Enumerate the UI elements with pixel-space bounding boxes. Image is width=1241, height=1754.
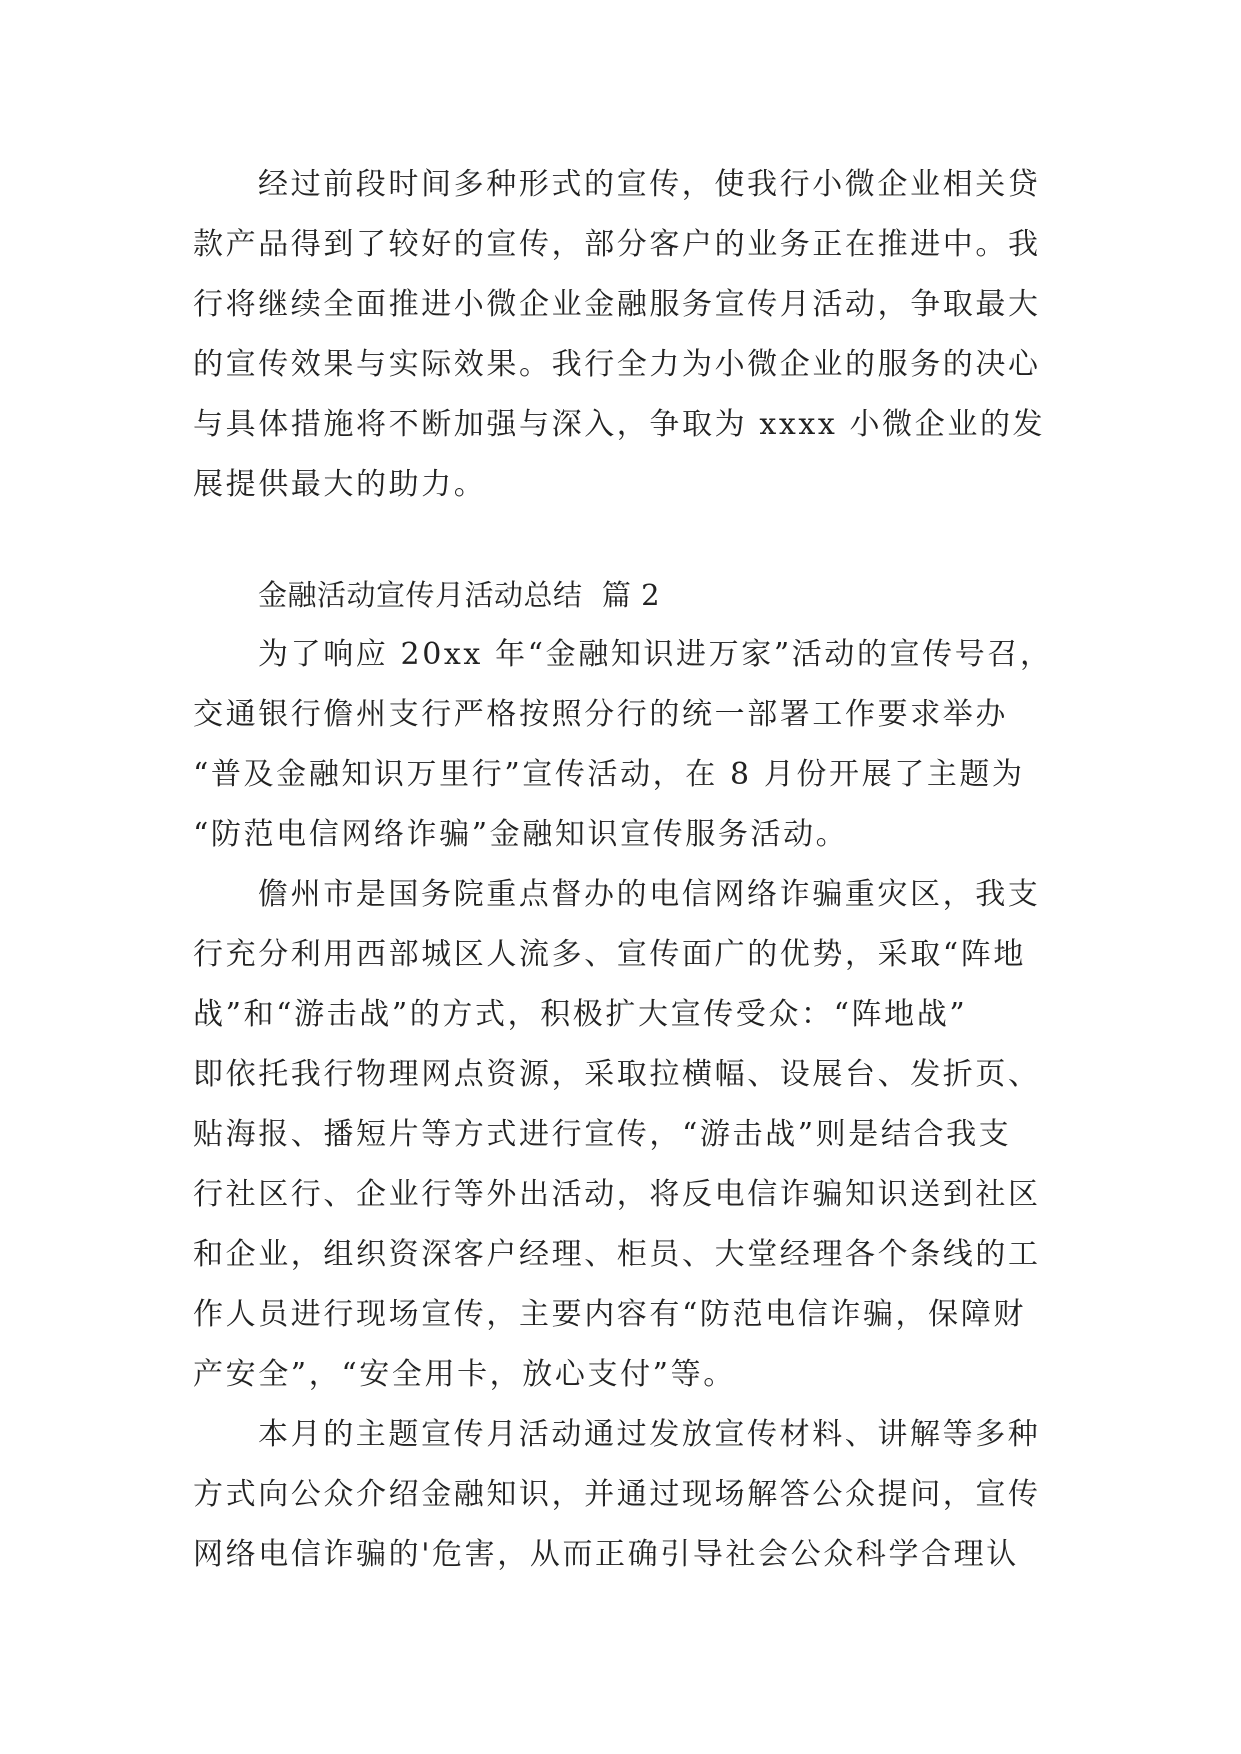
paragraph-3-line-3: 战”和“游击战”的方式，积极扩大宣传受众：“阵地战” [193, 997, 968, 1032]
paragraph-3-line-1: 儋州市是国务院重点督办的电信网络诈骗重灾区，我支 [258, 877, 1041, 912]
paragraph-3-line-5: 贴海报、播短片等方式进行宣传，“游击战”则是结合我支 [193, 1117, 1012, 1152]
section-heading: 金融活动宣传月活动总结 篇 2 [258, 578, 661, 612]
paragraph-4-line-2: 方式向公众介绍金融知识，并通过现场解答公众提问，宣传 [193, 1477, 1041, 1512]
paragraph-1-line-1: 经过前段时间多种形式的宣传，使我行小微企业相关贷 [258, 167, 1041, 202]
paragraph-2-line-3: “普及金融知识万里行”宣传活动，在 8 月份开展了主题为 [193, 757, 1025, 792]
paragraph-1-line-2: 款产品得到了较好的宣传，部分客户的业务正在推进中。我 [193, 227, 1041, 262]
paragraph-3-line-6: 行社区行、企业行等外出活动，将反电信诈骗知识送到社区 [193, 1177, 1041, 1212]
paragraph-3-line-2: 行充分利用西部城区人流多、宣传面广的优势，采取“阵地 [193, 937, 1026, 972]
paragraph-1-line-4: 的宣传效果与实际效果。我行全力为小微企业的服务的决心 [193, 347, 1041, 382]
paragraph-2-line-2: 交通银行儋州支行严格按照分行的统一部署工作要求举办 [193, 697, 1008, 732]
paragraph-2-line-1: 为了响应 20xx 年“金融知识进万家”活动的宣传号召， [258, 637, 1053, 672]
paragraph-3-line-8: 作人员进行现场宣传，主要内容有“防范电信诈骗，保障财 [193, 1297, 1026, 1332]
paragraph-1-line-3: 行将继续全面推进小微企业金融服务宣传月活动，争取最大 [193, 287, 1041, 322]
paragraph-1-line-6: 展提供最大的助力。 [193, 467, 487, 502]
paragraph-3-line-9: 产安全”，“安全用卡，放心支付”等。 [193, 1357, 736, 1392]
paragraph-3-line-4: 即依托我行物理网点资源，采取拉横幅、设展台、发折页、 [193, 1057, 1041, 1092]
paragraph-1-line-5: 与具体措施将不断加强与深入，争取为 xxxx 小微企业的发 [193, 407, 1046, 442]
paragraph-4-line-3: 网络电信诈骗的'危害，从而正确引导社会公众科学合理认 [193, 1537, 1019, 1572]
paragraph-2-line-4: “防范电信网络诈骗”金融知识宣传服务活动。 [193, 817, 849, 852]
paragraph-3-line-7: 和企业，组织资深客户经理、柜员、大堂经理各个条线的工 [193, 1237, 1041, 1272]
paragraph-4-line-1: 本月的主题宣传月活动通过发放宣传材料、讲解等多种 [258, 1417, 1041, 1452]
